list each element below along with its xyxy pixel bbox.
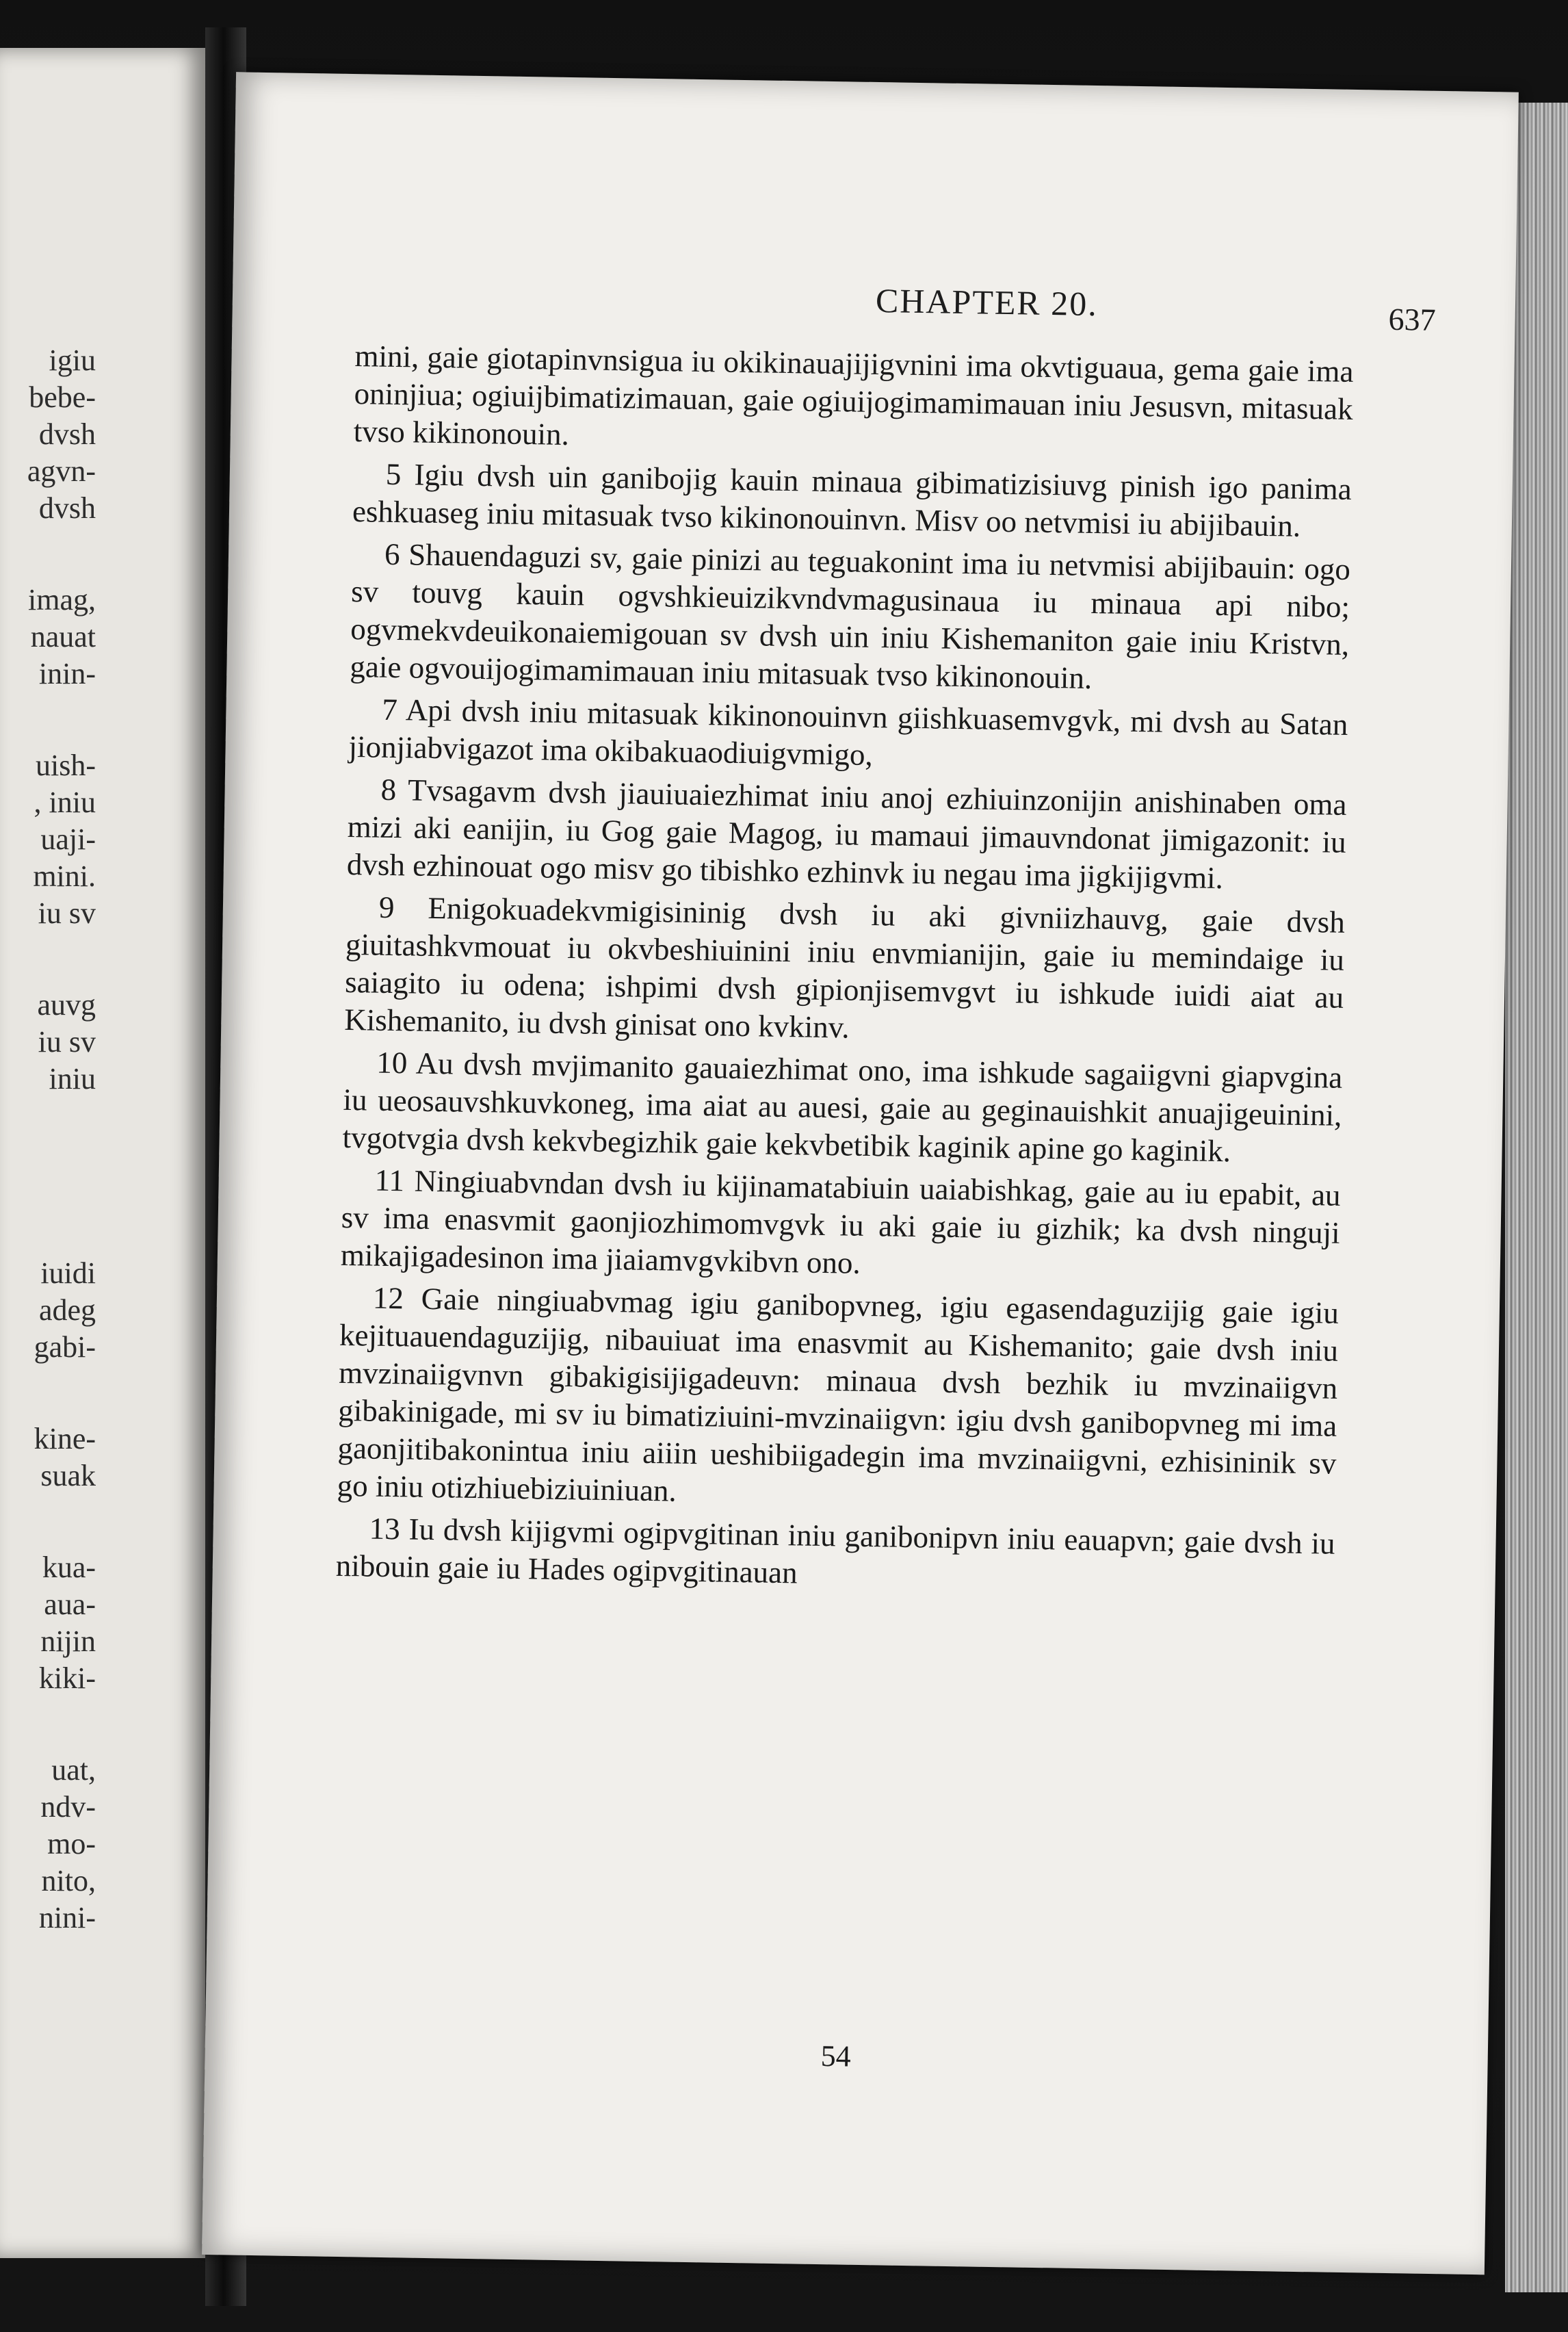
- verse-text: Igiu dvsh uin ganibojig kauin minaua gibimatizisiuvg pinish igo panima eshkuaseg iniu mitasuak tvso kikinonouinvn. Misv oo netvmisi iu abijibauin.: [352, 457, 1353, 543]
- left-line-gap: [0, 1098, 96, 1200]
- left-facing-page: [0, 48, 205, 2258]
- left-line: auvg: [37, 988, 96, 1022]
- verse-number: 10: [376, 1045, 408, 1080]
- page-number: 637: [1388, 301, 1437, 337]
- left-line: nijin: [40, 1624, 96, 1658]
- verse-paragraph: [342, 1044, 1342, 1172]
- verse-text: Au dvsh mvjimanito gauaiezhimat ono, ima ishkude sagaiigvni giapvgina iu ueosauvshkuvkoneg, ima aiat au auesi, gaie au geginauishkit anuajigeuinini, tvgotvgia dvsh kekvbegizhik gaie kekvbetibik kaginik apine go kaginik.: [342, 1046, 1343, 1169]
- verse-paragraph: [337, 1279, 1339, 1520]
- right-page: [202, 72, 1519, 2275]
- verse-number: 11: [374, 1163, 405, 1198]
- left-line: igiu: [49, 344, 96, 377]
- left-line: uaji-: [40, 822, 96, 856]
- left-line: iu sv: [38, 896, 96, 930]
- left-line: suak: [40, 1459, 96, 1492]
- verse-paragraph: [350, 535, 1350, 701]
- left-line: iniu: [49, 1062, 96, 1096]
- verse-paragraph: [352, 455, 1353, 546]
- left-line: mini.: [33, 859, 96, 893]
- left-line: bebe-: [29, 380, 96, 414]
- left-line: dvsh: [38, 417, 96, 451]
- left-line: aua-: [44, 1588, 96, 1621]
- left-line: kine-: [34, 1422, 96, 1455]
- verse-number: 7: [382, 692, 398, 727]
- left-line-gap: [0, 1697, 96, 1752]
- left-line: iu sv: [38, 1025, 96, 1059]
- verse-text: Enigokuadekvmigisininig dvsh iu aki givniizhauvg, gaie dvsh giuitashkvmouat iu okvbeshiuinini iniu envmianijin, gaie iu memindaige iu saiagito iu odena; ishpimi dvsh gipionjisemvgvt iu ishkude iuidi aiat au Kishemanito, iu dvsh ginisat ono kvkinv.: [343, 890, 1346, 1045]
- left-line: mo-: [47, 1827, 96, 1861]
- verse-paragraph: [335, 1510, 1335, 1601]
- verse-paragraph: [347, 770, 1347, 899]
- left-line: uat,: [51, 1753, 96, 1787]
- left-line: nini-: [38, 1901, 96, 1934]
- verse-number: 12: [372, 1280, 404, 1316]
- running-head: CHAPTER 20.: [875, 281, 1099, 324]
- left-line: dvsh: [38, 491, 96, 525]
- verse-text: Api dvsh iniu mitasuak kikinonouinvn giishkuasemvgvk, mi dvsh au Satan jionjiabvigazot ima okibakuaodiuigvmigo,: [348, 692, 1348, 773]
- left-line: ndv-: [40, 1790, 96, 1824]
- left-line: kiki-: [38, 1661, 96, 1695]
- left-line: adeg: [38, 1293, 96, 1327]
- verse-number: 8: [380, 772, 397, 807]
- page-header: [362, 272, 1457, 337]
- left-line-gap: [0, 527, 96, 582]
- left-line: kua-: [42, 1551, 96, 1584]
- left-line-gap: [0, 1366, 96, 1421]
- verse-paragraph: [341, 1161, 1341, 1290]
- left-line: gabi-: [34, 1330, 96, 1364]
- body-text: [335, 337, 1354, 1605]
- left-line-gap: [0, 1494, 96, 1549]
- paragraph: [353, 337, 1353, 466]
- left-line: agvn-: [27, 454, 96, 488]
- verse-number: 5: [385, 456, 402, 492]
- verse-number: 6: [384, 536, 400, 572]
- left-line: , iniu: [34, 786, 96, 819]
- left-page-text: [0, 342, 198, 1936]
- left-line-gap: [0, 932, 96, 987]
- verse-text: Ningiuabvndan dvsh iu kijinamatabiuin uaiabishkag, gaie au iu epabit, au sv ima enasvmit gaonjiozhimomvgvk iu aki gaie iu gizhik; ka dvsh ninguji mikajigadesinon ima jiaiamvgvkibvn ono.: [340, 1163, 1341, 1280]
- verse-number: 9: [378, 890, 395, 925]
- verse-text: Tvsagavm dvsh jiauiuaiezhimat iniu anoj ezhiuinzonijin anishinaben oma mizi aki eanijin, iu Gog gaie Magog, iu mamaui jimauvndonat jimigazonit: iu dvsh ezhinouat ogo misv go tibishko ezhinvk iu negau ima jigkijigvmi.: [346, 773, 1347, 896]
- left-line: inin-: [38, 657, 96, 690]
- left-line: iuidi: [40, 1256, 96, 1290]
- left-line-gap: [0, 1200, 96, 1255]
- left-line-gap: [0, 692, 96, 747]
- verse-text: Iu dvsh kijigvmi ogipvgitinan iniu ganibonipvn iniu eauapvn; gaie dvsh iu nibouin gaie iu Hades ogipvgitinauan: [335, 1512, 1335, 1590]
- verse-text: Gaie ningiuabvmag igiu ganibopvneg, igiu egasendaguzijig gaie igiu kejituauendaguzijig, nibauiuat ima enasvmit au Kishemanito; gaie dvsh iniu mvzinaiigvnvn gibakigisijigadeuvn: minaua dvsh bezhik iu mvzinaiigvn gibakinigade, mi sv iu bimatiziuini-mvzinaiigvn: igiu dvsh ganibopvneg mi ima gaonjitibakonintua iniu aiiin ueshibiigadegin ima mvzinaiigvni, ezhisininik sv go iniu otizhiuebiziuiniuan.: [337, 1281, 1340, 1508]
- verse-paragraph: [344, 888, 1345, 1054]
- verse-paragraph: [348, 690, 1348, 781]
- left-line: imag,: [28, 583, 96, 617]
- left-line: nito,: [41, 1864, 96, 1897]
- left-line: uish-: [36, 749, 96, 782]
- verse-number: 13: [369, 1511, 401, 1546]
- verse-text: Shauendaguzi sv, gaie pinizi au teguakonint ima iu netvmisi abijibauin: ogo sv touvg kauin ogvshkieuizikvndvmagusinaua iu minaua api nibo; ogvmekvdeuikonaiemigouan sv dvsh uin iniu Kishemaniton gaie iniu Kristvn, gaie ogvouijogimamimauan iniu mitasuak tvso kikinonouin.: [350, 537, 1351, 696]
- page-edges: [1505, 103, 1568, 2292]
- paragraph-text: mini, gaie giotapinvnsigua iu okikinauajijigvnini ima okvtiguaua, gema gaie ima oninjiua; ogiuijbimatizimauan, gaie ogiuijogimamimauan iniu Jesusvn, mitasuak tvso kikinonouin.: [353, 339, 1354, 452]
- left-line: nauat: [30, 620, 96, 653]
- signature-mark: 54: [820, 2039, 852, 2073]
